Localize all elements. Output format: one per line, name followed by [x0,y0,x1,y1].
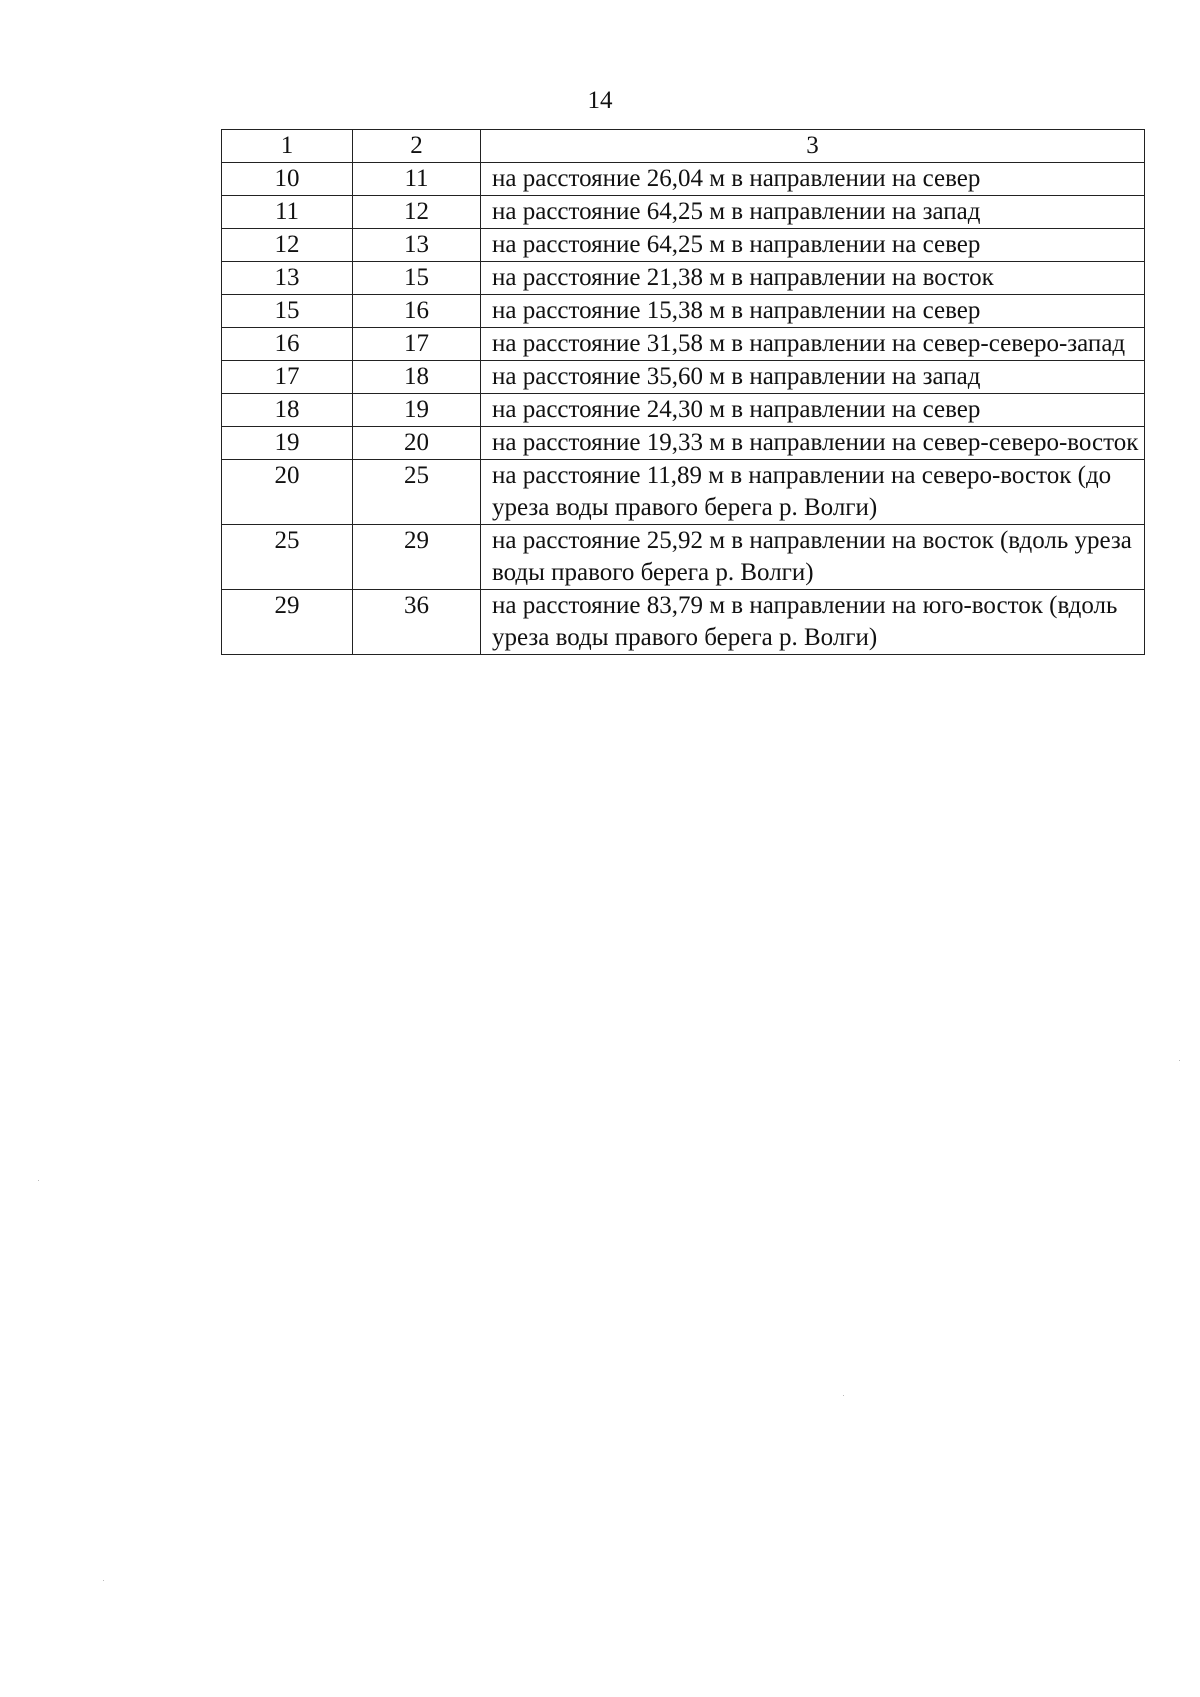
to-point: 20 [353,427,481,460]
table-row [222,229,1145,262]
table-row [222,590,1145,655]
scan-speck [843,1395,844,1396]
table-row [222,394,1145,427]
segment-description: на расстояние 83,79 м в направлении на юго-восток (вдоль уреза воды правого берега р. Волги) [481,590,1145,655]
to-point: 17 [353,328,481,361]
segment-description: на расстояние 64,25 м в направлении на запад [481,196,1145,229]
from-point: 19 [222,427,353,460]
segment-description: на расстояние 15,38 м в направлении на север [481,295,1145,328]
to-point: 16 [353,295,481,328]
table-row [222,525,1145,590]
to-point: 36 [353,590,481,655]
page-number: 14 [587,87,613,114]
to-point: 13 [353,229,481,262]
from-point: 15 [222,295,353,328]
from-point: 13 [222,262,353,295]
from-point: 16 [222,328,353,361]
table-row [222,196,1145,229]
scan-speck [103,1580,104,1581]
to-point: 12 [353,196,481,229]
to-point: 19 [353,394,481,427]
from-point: 17 [222,361,353,394]
to-point: 29 [353,525,481,590]
table-row [222,460,1145,525]
to-point: 15 [353,262,481,295]
segment-description: на расстояние 64,25 м в направлении на север [481,229,1145,262]
segment-description: на расстояние 35,60 м в направлении на запад [481,361,1145,394]
from-point: 10 [222,163,353,196]
from-point: 20 [222,460,353,525]
segment-description: на расстояние 19,33 м в направлении на север-северо-восток [481,427,1145,460]
segment-description: на расстояние 24,30 м в направлении на север [481,394,1145,427]
from-point: 25 [222,525,353,590]
table-row [222,328,1145,361]
from-point: 11 [222,196,353,229]
table-header-row [222,130,1145,163]
header-col-3: 3 [481,130,1145,163]
to-point: 11 [353,163,481,196]
table-row [222,427,1145,460]
from-point: 29 [222,590,353,655]
table-row [222,295,1145,328]
segment-description: на расстояние 31,58 м в направлении на север-северо-запад [481,328,1145,361]
table-row [222,163,1145,196]
from-point: 18 [222,394,353,427]
to-point: 25 [353,460,481,525]
scan-speck [38,1180,39,1181]
to-point: 18 [353,361,481,394]
segment-description: на расстояние 25,92 м в направлении на восток (вдоль уреза воды правого берега р. Волги) [481,525,1145,590]
segment-description: на расстояние 11,89 м в направлении на северо-восток (до уреза воды правого берега р. Волги) [481,460,1145,525]
header-col-2: 2 [353,130,481,163]
boundary-table [221,129,1145,655]
from-point: 12 [222,229,353,262]
segment-description: на расстояние 21,38 м в направлении на восток [481,262,1145,295]
segment-description: на расстояние 26,04 м в направлении на север [481,163,1145,196]
table-row [222,262,1145,295]
scan-speck [1179,1060,1180,1061]
header-col-1: 1 [222,130,353,163]
table-row [222,361,1145,394]
